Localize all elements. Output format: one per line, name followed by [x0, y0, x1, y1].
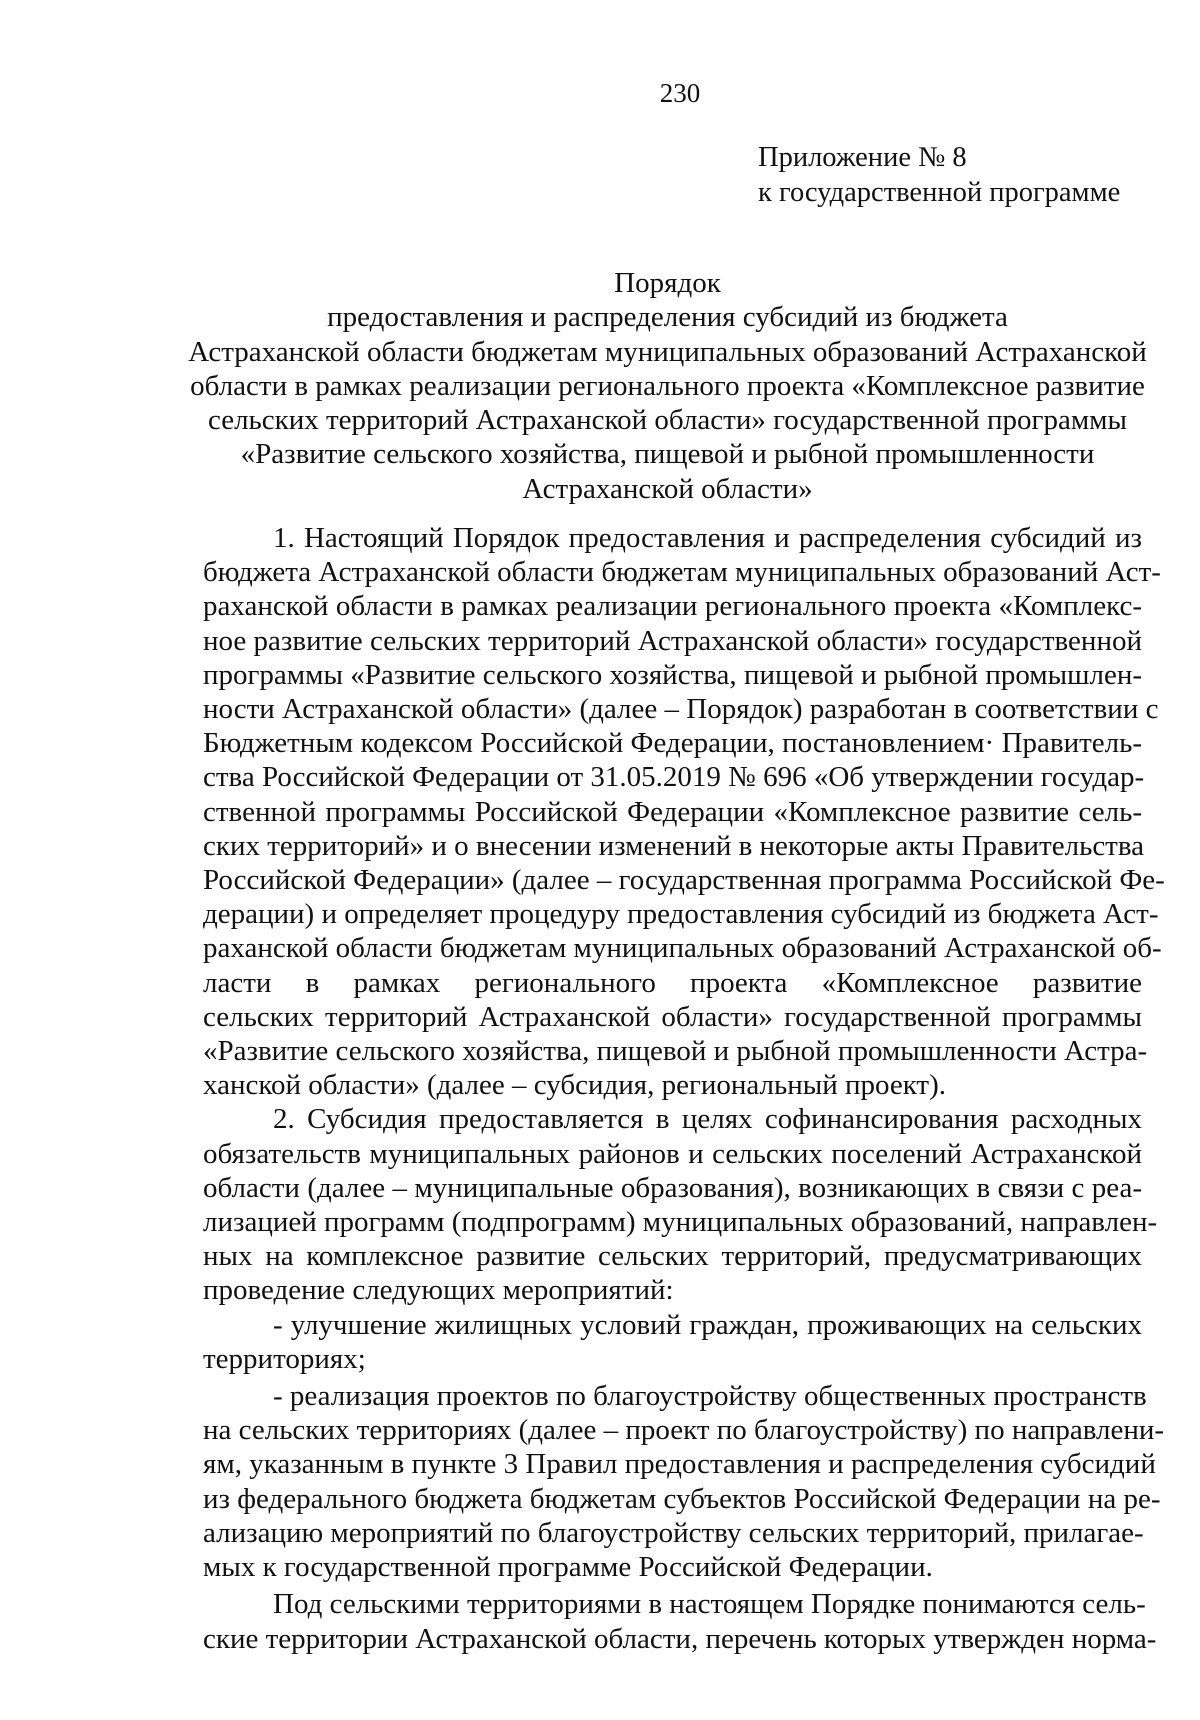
text-line: обязательств муниципальных районов и сельских поселений Астраханской [203, 1137, 1142, 1170]
list-item-housing [203, 1308, 1142, 1376]
appendix-line-1: Приложение № 8 [758, 142, 967, 173]
text-line: бюджета Астраханской области бюджетам муниципальных образований Аст- [203, 556, 1161, 589]
text-line: раханской области бюджетам муниципальных образований Астраханской об- [203, 932, 1162, 965]
document-title [185, 266, 1150, 506]
title-line: Порядок [614, 267, 721, 299]
title-line: предоставления и распределения субсидий из бюджета [327, 301, 1008, 334]
paragraph-rural-territories [203, 1587, 1157, 1655]
text-line: программы «Развитие сельского хозяйства, пищевой и рыбной промышлен- [203, 658, 1142, 691]
text-line: - улучшение жилищных условий граждан, проживающих на сельских [273, 1308, 1142, 1341]
text-line: Российской Федерации» (далее – государственная программа Российской Фе- [203, 864, 1165, 897]
appendix-reference [758, 140, 1120, 210]
text-line: ственной программы Российской Федерации «Комплексное развитие сель- [203, 795, 1142, 828]
text-line: мых к государственной программе Российской Федерации. [203, 1551, 933, 1584]
text-line: Бюджетным кодексом Российской Федерации, постановлением· Правитель- [203, 727, 1142, 760]
text-line: - реализация проектов по благоустройству общественных пространств [273, 1380, 1147, 1413]
text-line: проведение следующих мероприятий: [203, 1274, 674, 1307]
paragraph-1 [203, 521, 1165, 1102]
text-line: ские территории Астраханской области, перечень которых утвержден норма- [203, 1622, 1157, 1655]
appendix-line-2: к государственной программе [758, 177, 1121, 208]
text-line: «Развитие сельского хозяйства, пищевой и рыбной промышленности Астра- [203, 1035, 1148, 1068]
title-line: сельских территорий Астраханской области» государственной программы [207, 404, 1128, 437]
page-number: 230 [659, 78, 701, 108]
title-line: области в рамках реализации регионального проекта «Комплексное развитие [190, 369, 1145, 402]
text-line: ности Астраханской области» (далее – Порядок) разработан в соответствии с [203, 693, 1159, 726]
title-line: Астраханской области» [522, 472, 813, 505]
text-line: ханской области» (далее – субсидия, региональный проект). [203, 1069, 947, 1102]
text-line: ства Российской Федерации от 31.05.2019 № 696 «Об утверждении государ- [203, 761, 1145, 794]
text-line: 1. Настоящий Порядок предоставления и распределения субсидий из [273, 522, 1142, 554]
text-line: сельских территорий Астраханской области» государственной программы [203, 1000, 1142, 1033]
text-line: из федерального бюджета бюджетам субъектов Российской Федерации на ре- [203, 1482, 1161, 1515]
text-line: территориях; [203, 1342, 366, 1375]
list-item-landscaping [203, 1379, 1165, 1584]
paragraph-2 [203, 1102, 1158, 1307]
text-line: ласти в рамках регионального проекта «Комплексное развитие [203, 966, 1142, 999]
text-line: раханской области в рамках реализации регионального проекта «Комплекс- [203, 590, 1142, 623]
text-line: лизацией программ (подпрограмм) муниципальных образований, направлен- [203, 1206, 1158, 1239]
text-line: ям, указанным в пункте 3 Правил предоставления и распределения субсидий [203, 1448, 1156, 1481]
text-line: дерации) и определяет процедуру предоставления субсидий из бюджета Аст- [203, 898, 1159, 931]
title-line: Астраханской области бюджетам муниципальных образований Астраханской [188, 335, 1147, 368]
text-line: ных на комплексное развитие сельских территорий, предусматривающих [203, 1240, 1142, 1273]
text-line: на сельских территориях (далее – проект по благоустройству) по направлени- [203, 1414, 1165, 1447]
text-line: ских территорий» и о внесении изменений в некоторые акты Правительства [203, 829, 1145, 862]
document-body [203, 521, 1165, 1656]
text-line: области (далее – муниципальные образования), возникающих в связи с реа- [203, 1171, 1142, 1204]
text-line: 2. Субсидия предоставляется в целях софинансирования расходных [273, 1103, 1142, 1136]
title-line: «Развитие сельского хозяйства, пищевой и рыбной промышленности [240, 438, 1095, 471]
text-line: Под сельскими территориями в настоящем Порядке понимаются сель- [273, 1588, 1146, 1621]
text-line: ализацию мероприятий по благоустройству сельских территорий, прилагае- [203, 1516, 1144, 1549]
text-line: ное развитие сельских территорий Астраханской области» государственной [203, 624, 1142, 657]
